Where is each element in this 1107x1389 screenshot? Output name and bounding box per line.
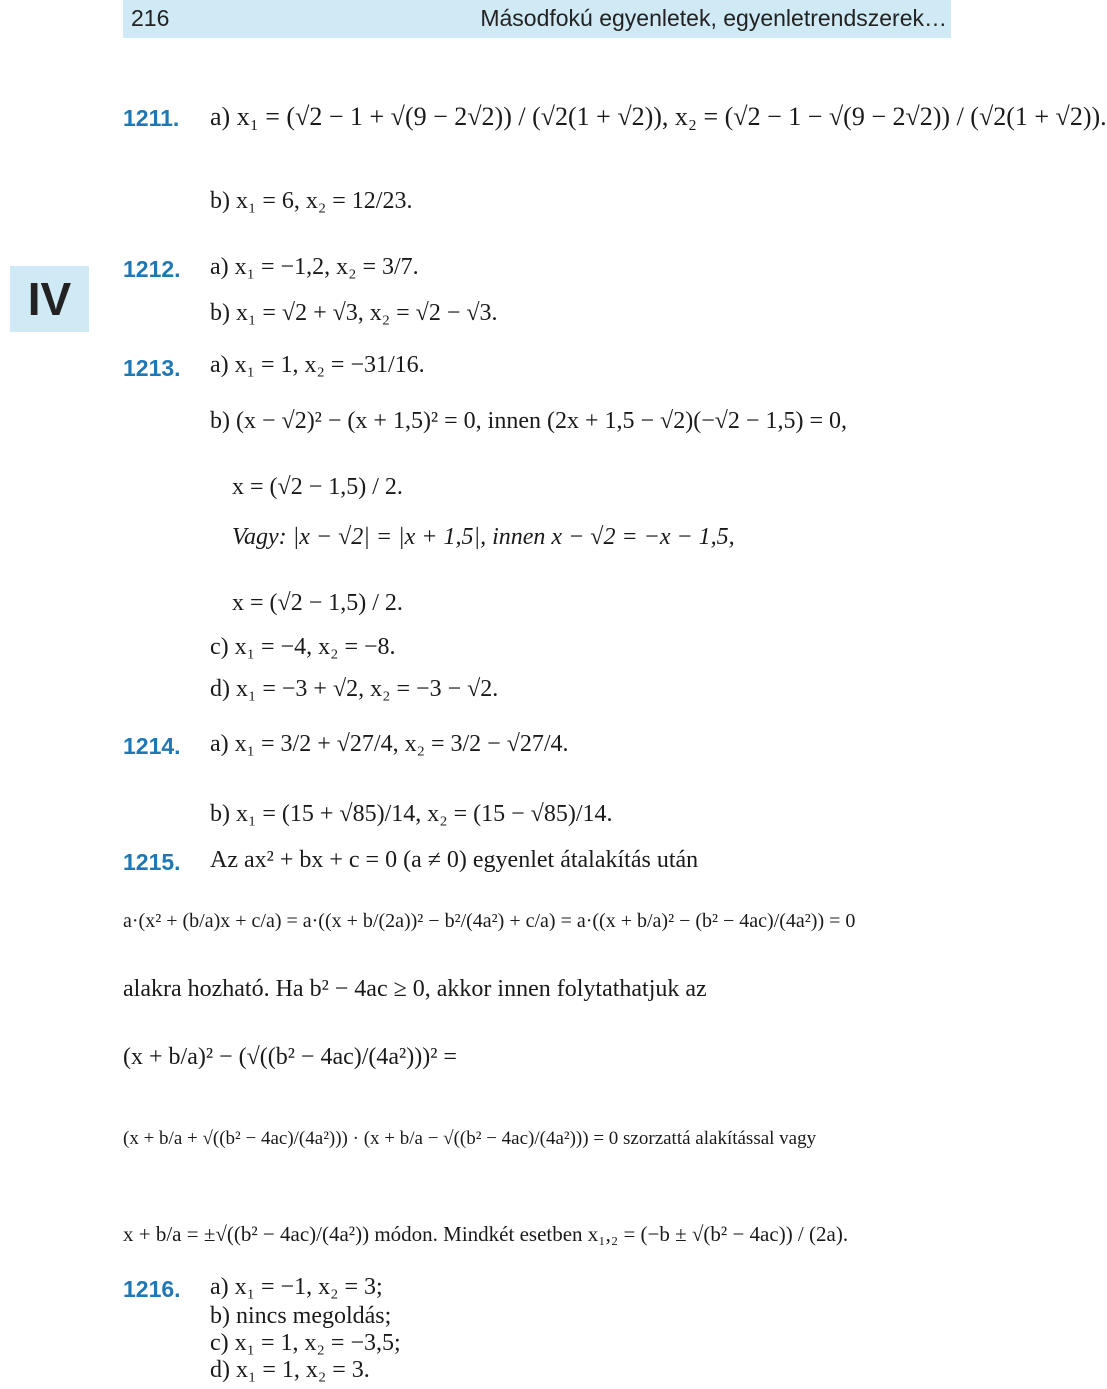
chapter-title: Másodfokú egyenletek, egyenletrendszerek… bbox=[480, 5, 947, 31]
solution-line: a) x₁ = −1, x₂ = 3; bbox=[210, 1274, 383, 1300]
solution-line: b) x₁ = √2 + √3, x₂ = √2 − √3. bbox=[210, 300, 498, 326]
problem-number-1212: 1212. bbox=[123, 256, 181, 282]
problem-number-1213: 1213. bbox=[123, 355, 181, 381]
solution-line: (x + b/a + √((b² − 4ac)/(4a²))) · (x + b/a − √((b² − 4ac)/(4a²))) = 0 szorzattá alakítással vagy bbox=[123, 1128, 817, 1149]
solution-line: d) x₁ = −3 + √2, x₂ = −3 − √2. bbox=[210, 676, 499, 702]
solution-line: Az ax² + bx + c = 0 (a ≠ 0) egyenlet átalakítás után bbox=[210, 847, 699, 873]
solution-line: a) x₁ = (√2 − 1 + √(9 − 2√2)) / (√2(1 + √2)), x₂ = (√2 − 1 − √(9 − 2√2)) / (√2(1 + √2)). bbox=[210, 102, 1107, 131]
solution-line: c) x₁ = −4, x₂ = −8. bbox=[210, 634, 396, 660]
solution-line: a·(x² + (b/a)x + c/a) = a·((x + b/(2a))² − b²/(4a²) + c/a) = a·((x + b/a)² − (b² − 4ac)/(4a²)) = 0 bbox=[123, 910, 856, 932]
solution-line: b) x₁ = 6, x₂ = 12/23. bbox=[210, 188, 413, 214]
solution-line: a) x₁ = −1,2, x₂ = 3/7. bbox=[210, 254, 419, 280]
solution-line: b) nincs megoldás; bbox=[210, 1303, 392, 1329]
solution-line: x + b/a = ±√((b² − 4ac)/(4a²)) módon. Mindkét esetben x₁,₂ = (−b ± √(b² − 4ac)) / (2a). bbox=[123, 1222, 849, 1246]
problem-number-1214: 1214. bbox=[123, 733, 181, 759]
solution-line: b) (x − √2)² − (x + 1,5)² = 0, innen (2x + 1,5 − √2)(−√2 − 1,5) = 0, bbox=[210, 408, 847, 434]
page-number: 216 bbox=[131, 5, 170, 31]
solution-line: c) x₁ = 1, x₂ = −3,5; bbox=[210, 1330, 401, 1356]
problem-number-1211: 1211. bbox=[123, 105, 180, 131]
solution-line: x = (√2 − 1,5) / 2. bbox=[232, 474, 403, 500]
solution-line: d) x₁ = 1, x₂ = 3. bbox=[210, 1357, 370, 1383]
solution-line: alakra hozható. Ha b² − 4ac ≥ 0, akkor innen folytathatjuk az bbox=[123, 976, 707, 1002]
problem-number-1216: 1216. bbox=[123, 1276, 181, 1302]
solution-line: a) x₁ = 1, x₂ = −31/16. bbox=[210, 352, 425, 378]
chapter-tab: IV bbox=[10, 266, 89, 332]
problem-number-1215: 1215. bbox=[123, 849, 181, 875]
solution-line: x = (√2 − 1,5) / 2. bbox=[232, 590, 403, 616]
solution-line: a) x₁ = 3/2 + √27/4, x₂ = 3/2 − √27/4. bbox=[210, 731, 569, 757]
solution-line: (x + b/a)² − (√((b² − 4ac)/(4a²)))² = bbox=[123, 1044, 457, 1070]
solution-line: Vagy: |x − √2| = |x + 1,5|, innen x − √2 = −x − 1,5, bbox=[232, 524, 735, 550]
page-header bbox=[123, 0, 951, 38]
solution-line: b) x₁ = (15 + √85)/14, x₂ = (15 − √85)/14. bbox=[210, 801, 613, 827]
